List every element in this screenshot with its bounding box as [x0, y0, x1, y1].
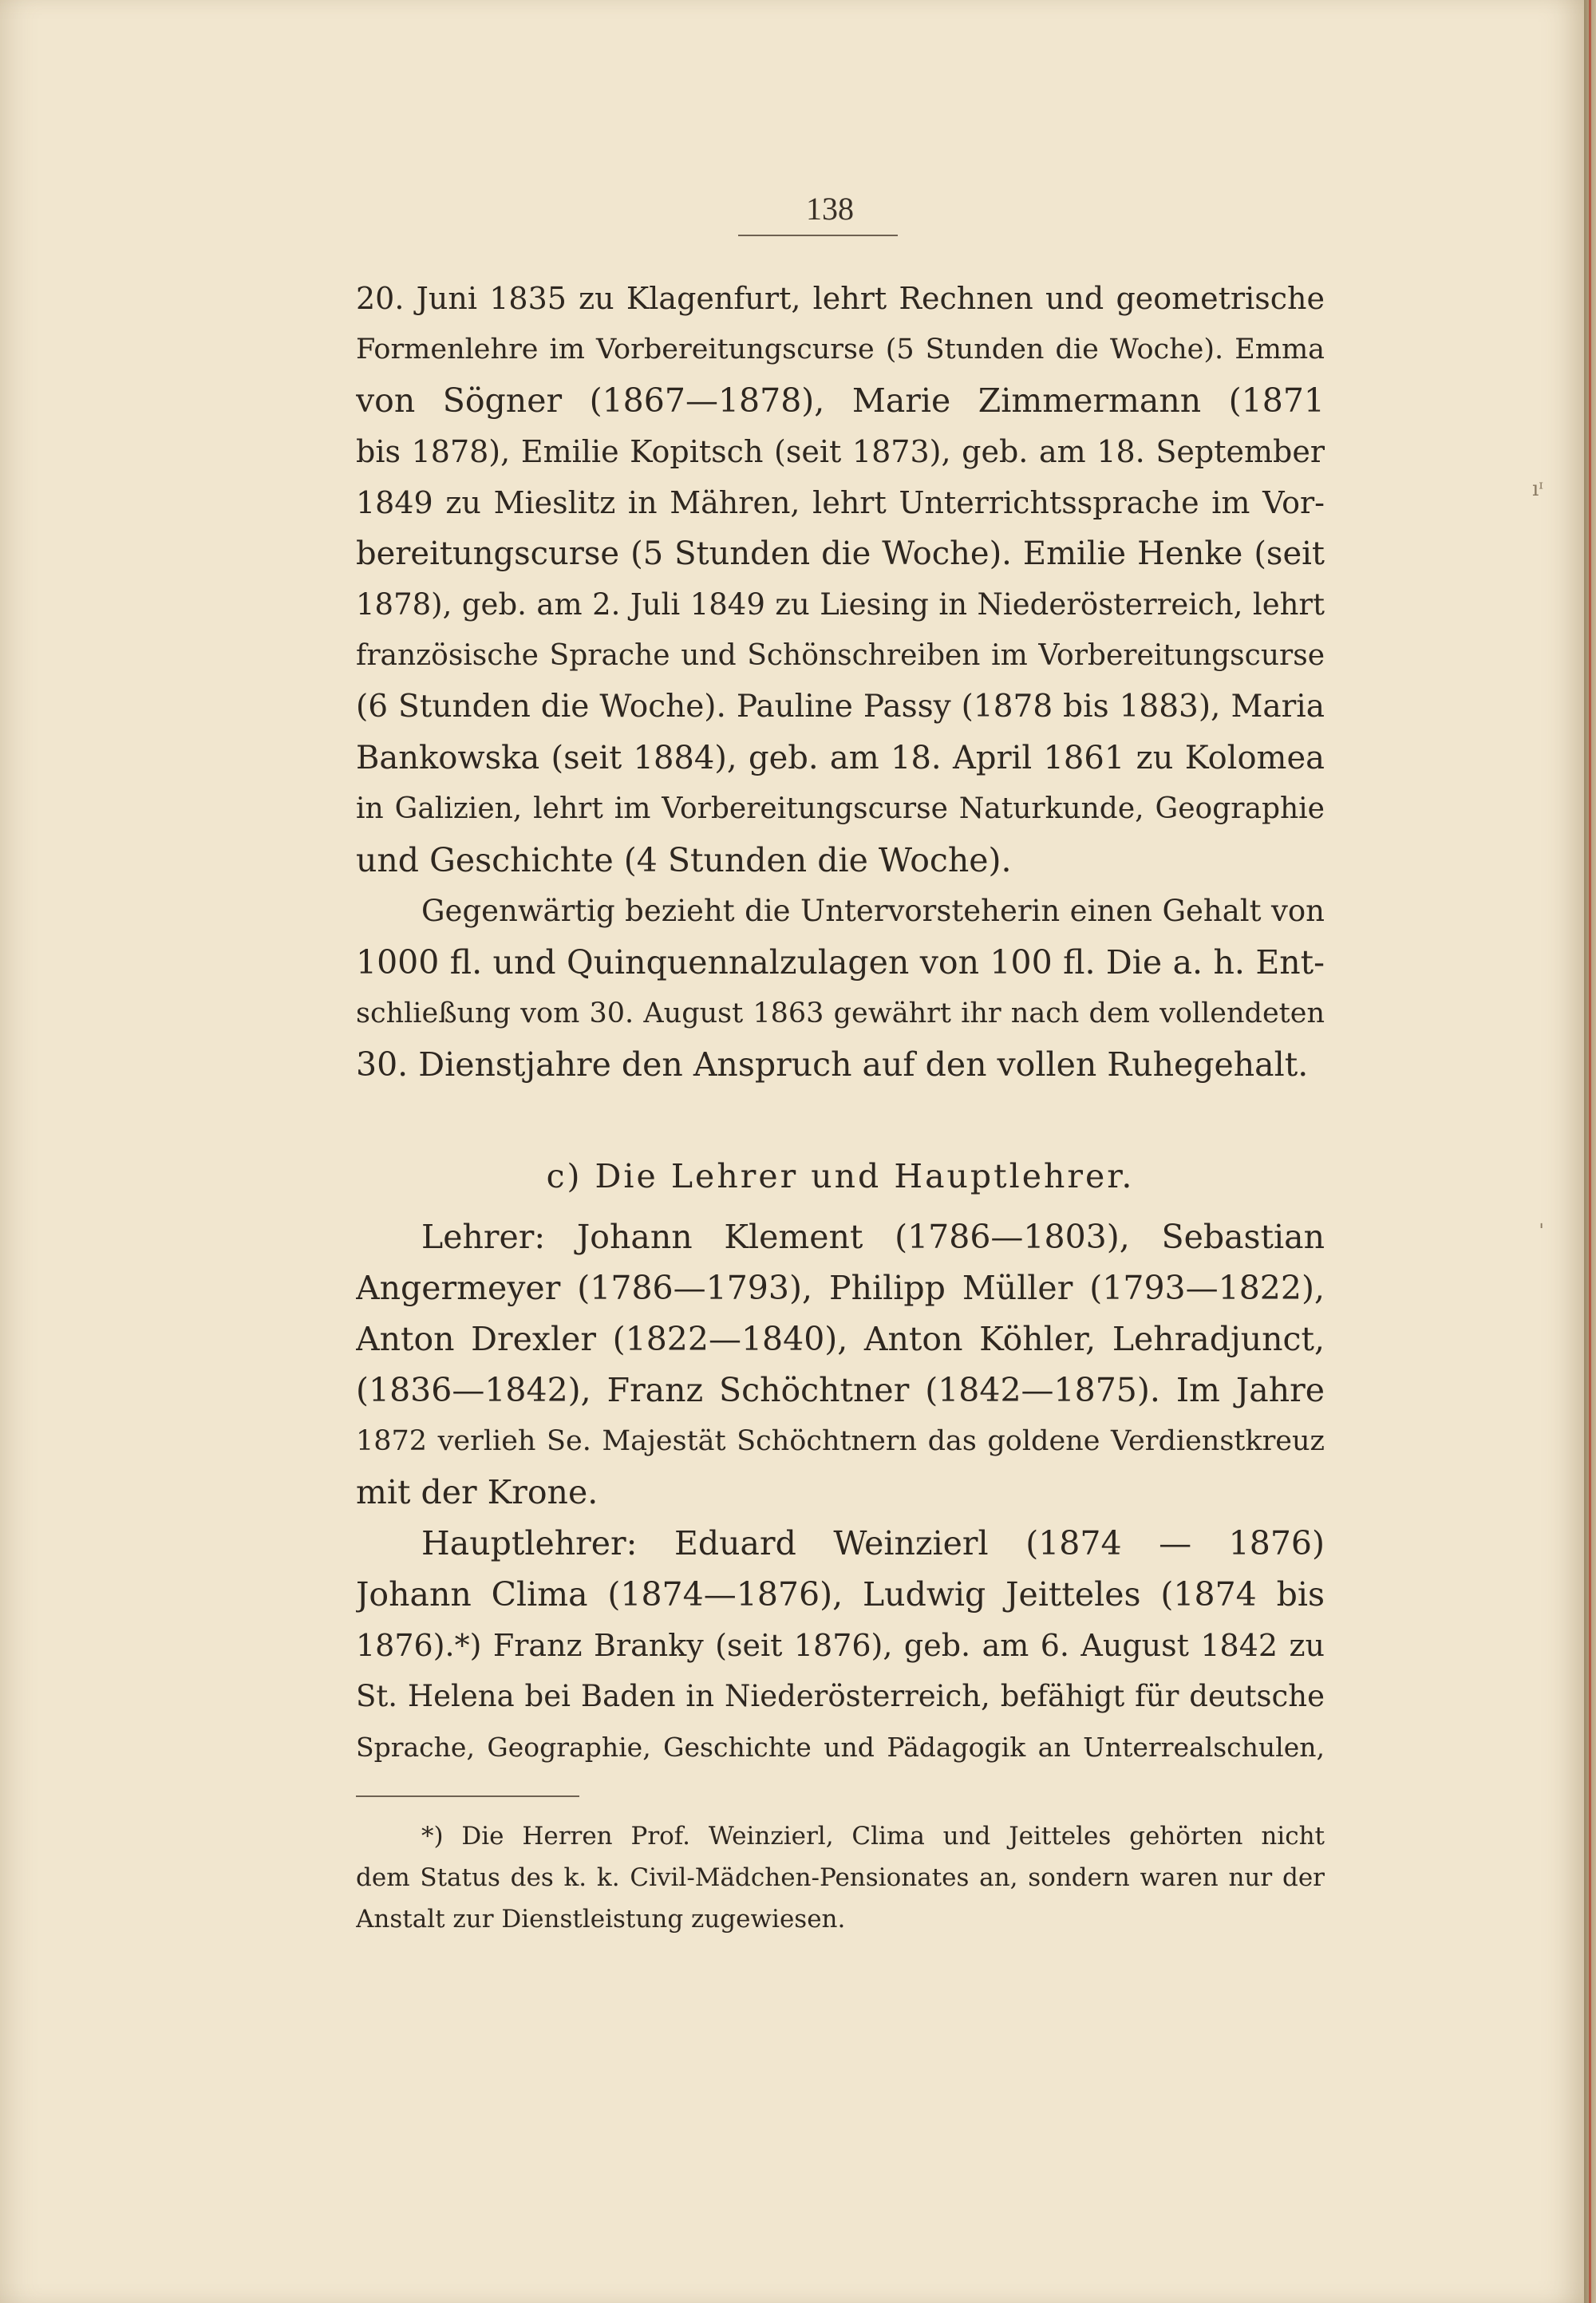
text-line: Bankowska (seit 1884), geb. am 18. April 1861 zu Kolomea — [356, 740, 1325, 776]
text-line: Gegenwärtig bezieht die Untervorsteherin einen Gehalt von — [421, 894, 1325, 928]
text-line: französische Sprache und Schönschreiben im Vorbereitungscurse — [356, 639, 1325, 672]
footnote-rule — [356, 1795, 579, 1797]
margin-smudge-icon: ıᶦ — [1532, 477, 1544, 501]
text-line: von Sögner (1867—1878), Marie Zimmermann (1871 — [356, 381, 1325, 420]
footnote-line: *) Die Herren Prof. Weinzierl, Clima und Jeitteles gehörten nicht — [421, 1822, 1325, 1851]
text-line: (6 Stunden die Woche). Pauline Passy (1878 bis 1883), Maria — [356, 689, 1325, 725]
text-line: 1876).*) Franz Branky (seit 1876), geb. am 6. August 1842 zu — [356, 1628, 1325, 1663]
section-heading: c) Die Lehrer und Hauptlehrer. — [546, 1157, 1135, 1195]
text-line: Formenlehre im Vorbereitungscurse (5 Stunden die Woche). Emma — [356, 334, 1325, 365]
text-line: Sprache, Geographie, Geschichte und Pädagogik an Unterrealschulen, — [356, 1732, 1325, 1763]
text-line: 30. Dienstjahre den Anspruch auf den vollen Ruhegehalt. — [356, 1045, 1309, 1084]
text-line: schließung vom 30. August 1863 gewährt ihr nach dem vollendeten — [356, 997, 1325, 1029]
footnote-line: Anstalt zur Dienstleistung zugewiesen. — [356, 1905, 846, 1934]
text-line: Hauptlehrer: Eduard Weinzierl (1874 — 1876) — [421, 1524, 1325, 1562]
text-line: 20. Juni 1835 zu Klagenfurt, lehrt Rechnen und geometrische — [356, 281, 1325, 316]
footnote-line: dem Status des k. k. Civil-Mädchen-Pensionates an, sondern waren nur der — [356, 1863, 1325, 1892]
text-line: Angermeyer (1786—1793), Philipp Müller (1793—1822), — [356, 1269, 1325, 1307]
text-line: und Geschichte (4 Stunden die Woche). — [356, 841, 1012, 879]
book-edge — [1584, 0, 1596, 2303]
margin-smudge-icon: ˈ — [1539, 1221, 1545, 1245]
page-number: 138 — [806, 191, 854, 227]
text-line: Lehrer: Johann Klement (1786—1803), Sebastian — [421, 1218, 1325, 1256]
text-line: 1878), geb. am 2. Juli 1849 zu Liesing in Niederösterreich, lehrt — [356, 587, 1325, 622]
text-line: Anton Drexler (1822—1840), Anton Köhler, Lehradjunct, — [356, 1320, 1325, 1358]
text-line: St. Helena bei Baden in Niederösterreich, befähigt für deutsche — [356, 1679, 1325, 1713]
text-line: Johann Clima (1874—1876), Ludwig Jeitteles (1874 bis — [356, 1575, 1325, 1614]
text-line: (1836—1842), Franz Schöchtner (1842—1875). Im Jahre — [356, 1371, 1325, 1409]
text-line: mit der Krone. — [356, 1473, 598, 1511]
header-rule — [738, 235, 898, 236]
text-line: 1872 verlieh Se. Majestät Schöchtnern das goldene Verdienstkreuz — [356, 1425, 1325, 1457]
text-line: in Galizien, lehrt im Vorbereitungscurse Naturkunde, Geographie — [356, 792, 1325, 825]
text-line: 1849 zu Mieslitz in Mähren, lehrt Unterrichtssprache im Vor- — [356, 485, 1325, 520]
text-line: bis 1878), Emilie Kopitsch (seit 1873), geb. am 18. September — [356, 434, 1325, 469]
text-line: bereitungscurse (5 Stunden die Woche). Emilie Henke (seit — [356, 535, 1325, 572]
text-line: 1000 fl. und Quinquennalzulagen von 100 fl. Die a. h. Ent- — [356, 943, 1325, 982]
